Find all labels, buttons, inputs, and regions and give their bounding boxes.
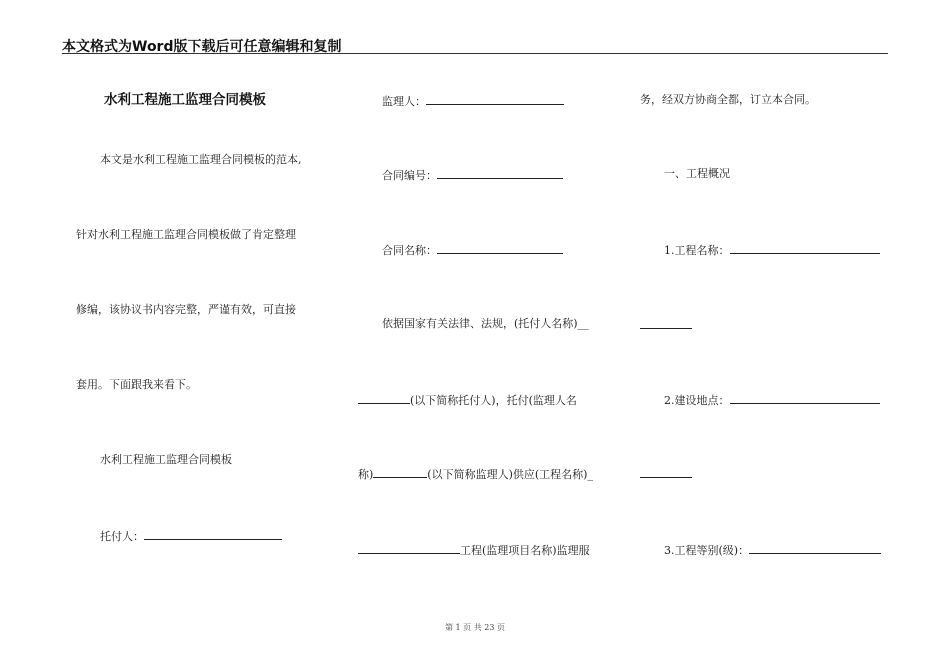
location-continuation-blank <box>640 466 692 478</box>
location-label: 2.建设地点： <box>664 394 730 407</box>
page-footer: 第 1 页 共 23 页 <box>445 623 505 632</box>
section-1-heading: 一、工程概况 <box>664 167 730 180</box>
project-name-continuation <box>640 317 692 333</box>
client-blank <box>144 528 282 540</box>
supervisor-blank <box>426 93 564 105</box>
location-continuation <box>640 466 692 482</box>
project-name-field <box>664 242 880 258</box>
client-ref-line <box>358 392 577 408</box>
supervisor-label: 监理人： <box>382 95 426 108</box>
intro-line-1: 本文是水利工程施工监理合同模板的范本, <box>100 153 302 166</box>
contract-name-blank <box>437 242 563 254</box>
supervisor-field <box>382 93 564 109</box>
grade-field <box>664 542 881 558</box>
client-label: 托付人： <box>100 530 144 543</box>
contract-no-field <box>382 167 563 183</box>
grade-label: 3.工程等别(级)： <box>664 544 750 557</box>
contract-name-field <box>382 242 563 258</box>
supervisor-ref-text-b: (以下简称监理人)供应(工程名称)_ <box>427 468 593 481</box>
project-name-blank <box>730 242 880 254</box>
client-field <box>100 528 282 544</box>
contract-no-blank <box>437 167 563 179</box>
document-header: 本文格式为Word版下载后可任意编辑和复制 <box>62 39 342 55</box>
template-subtitle: 水利工程施工监理合同模板 <box>100 453 232 466</box>
basis-text: 依据国家有关法律、法规，(托付人名称)__ <box>382 317 589 330</box>
header-rule <box>62 53 888 54</box>
service-blank <box>358 542 460 554</box>
client-ref-blank <box>358 392 410 404</box>
service-text: 工程(监理项目名称)监理服 <box>460 544 590 557</box>
agreement-text: 务，经双方协商全都，订立本合同。 <box>640 93 816 106</box>
supervisor-ref-line <box>358 466 593 482</box>
grade-blank <box>749 542 881 554</box>
service-line <box>358 542 590 558</box>
supervisor-ref-text-a: 称) <box>358 468 374 481</box>
project-name-label: 1.工程名称： <box>664 244 730 257</box>
contract-name-label: 合同名称： <box>382 244 437 257</box>
client-ref-text: (以下简称托付人)，托付(监理人名 <box>410 394 577 407</box>
location-field <box>664 392 880 408</box>
intro-line-4: 套用。下面跟我来看下。 <box>76 378 197 391</box>
project-name-continuation-blank <box>640 317 692 329</box>
supervisor-ref-blank <box>373 466 427 478</box>
location-blank <box>730 392 880 404</box>
intro-line-2: 针对水利工程施工监理合同模板做了肯定整理 <box>76 228 296 241</box>
intro-line-3: 修编，该协议书内容完整，严谨有效，可直接 <box>76 303 296 316</box>
contract-no-label: 合同编号： <box>382 169 437 182</box>
document-title: 水利工程施工监理合同模板 <box>104 92 266 108</box>
